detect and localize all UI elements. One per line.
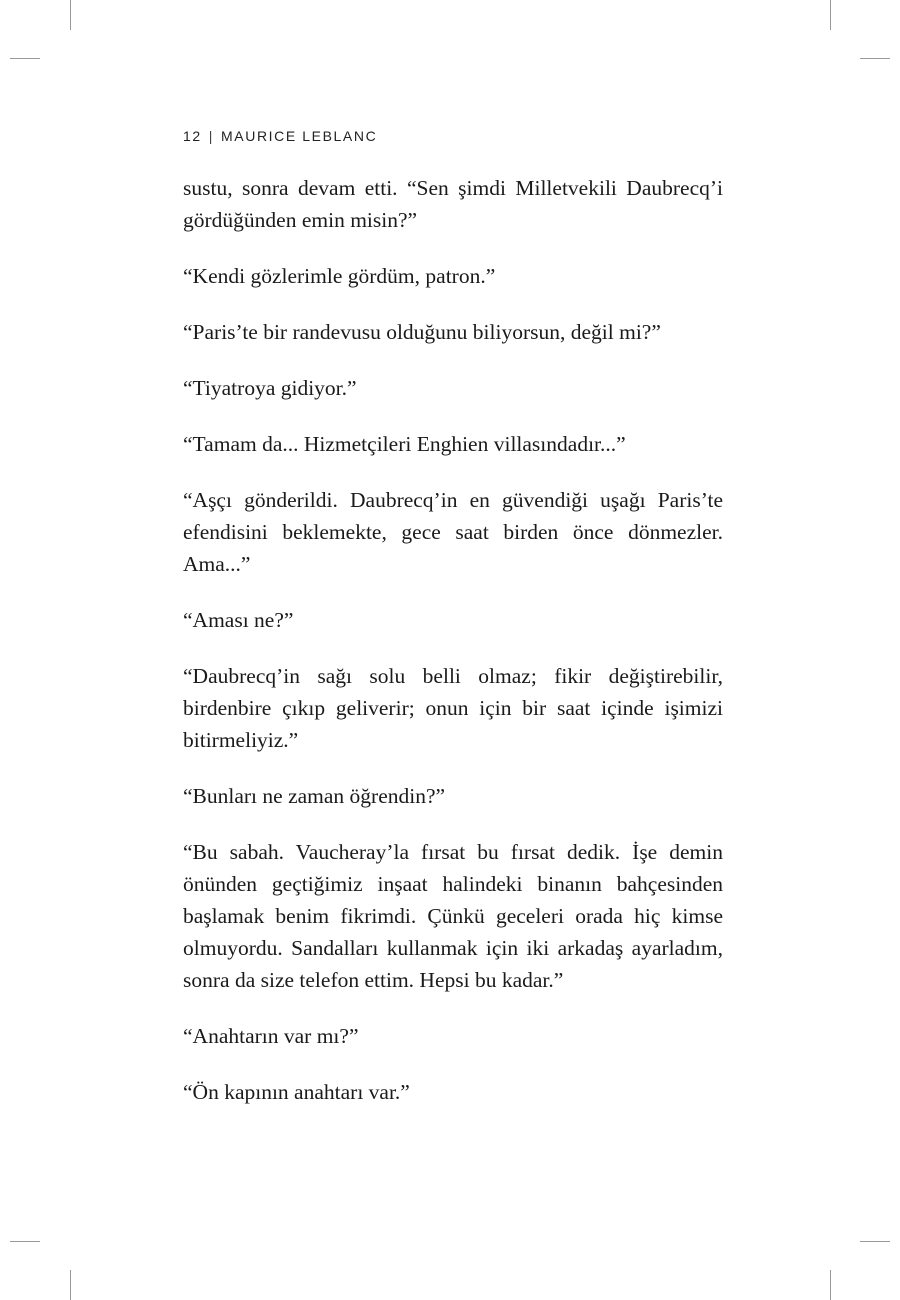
- paragraph: “Tiyatroya gidiyor.”: [183, 376, 357, 400]
- crop-mark-bottom-left-horizontal: [10, 1241, 40, 1242]
- paragraph: “Tamam da... Hizmetçileri Enghien villasındadır...”: [183, 432, 626, 456]
- paragraph: “Daubrecq’in sağı solu belli olmaz; fikir değiştirebilir, birdenbire çıkıp geliverir; onun için bir saat içinde işimizi bitirmeliyiz.”: [183, 664, 723, 752]
- running-header: [183, 128, 377, 144]
- paragraph: “Paris’te bir randevusu olduğunu biliyorsun, değil mi?”: [183, 320, 661, 344]
- paragraph: sustu, sonra devam etti. “Sen şimdi Milletvekili Daubrecq’i gördüğünden emin misin?”: [183, 176, 723, 232]
- crop-mark-bottom-right-horizontal: [860, 1241, 890, 1242]
- crop-mark-top-left-horizontal: [10, 58, 40, 59]
- paragraph: “Aşçı gönderildi. Daubrecq’in en güvendiği uşağı Paris’te efendisini beklemekte, gece saat birden önce dönmezler. Ama...”: [183, 488, 723, 576]
- crop-mark-top-right-horizontal: [860, 58, 890, 59]
- page-body: [183, 172, 723, 1132]
- paragraph: “Aması ne?”: [183, 608, 294, 632]
- paragraph: “Bu sabah. Vaucheray’la fırsat bu fırsat dedik. İşe demin önünden geçtiğimiz inşaat halindeki binanın bahçesinden başlamak benim fikrimdi. Çünkü geceleri orada hiç kimse olmuyordu. Sandalları kullanmak için iki arkadaş ayarladım, sonra da size telefon ettim. Hepsi bu kadar.”: [183, 840, 723, 992]
- author-name: MAURICE LEBLANC: [221, 128, 378, 144]
- paragraph: “Ön kapının anahtarı var.”: [183, 1080, 410, 1104]
- crop-mark-bottom-right: [830, 1270, 831, 1300]
- paragraph: “Kendi gözlerimle gördüm, patron.”: [183, 264, 496, 288]
- paragraph: “Bunları ne zaman öğrendin?”: [183, 784, 446, 808]
- crop-mark-top-right: [830, 0, 831, 30]
- crop-mark-bottom-left: [70, 1270, 71, 1300]
- header-separator: |: [208, 128, 215, 144]
- paragraph: “Anahtarın var mı?”: [183, 1024, 359, 1048]
- crop-mark-top-left: [70, 0, 71, 30]
- page-number: 12: [183, 128, 202, 144]
